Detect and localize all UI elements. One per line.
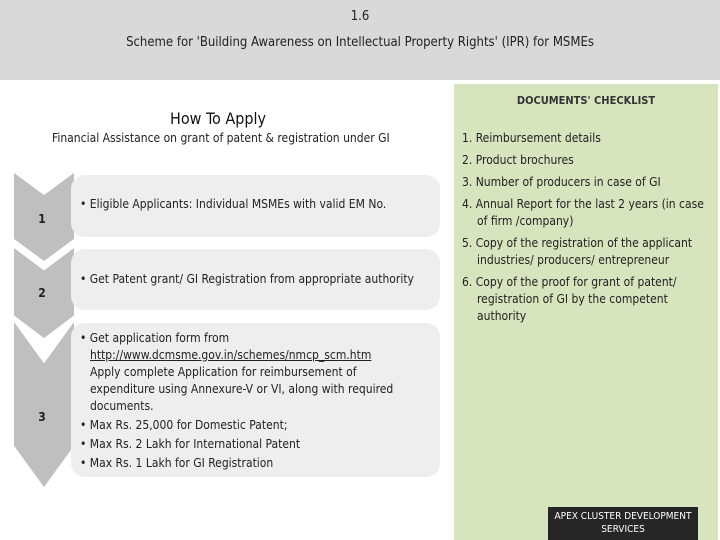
checklist-item: 5. Copy of the registration of the applicant industries/ producers/ entrepreneur <box>462 236 693 267</box>
step-text-2 <box>80 271 430 288</box>
step-3-line-1: • Get application form from <box>80 331 230 345</box>
step-3-line-4: • Max Rs. 25,000 for Domestic Patent; <box>80 418 288 432</box>
checklist-item: 3. Number of producers in case of GI <box>462 175 661 189</box>
checklist-item: 1. Reimbursement details <box>462 131 601 145</box>
step-3-line-6: • Max Rs. 1 Lakh for GI Registration <box>80 456 274 470</box>
footer-badge <box>548 507 698 540</box>
footer-line-1: APEX CLUSTER DEVELOPMENT <box>554 511 692 522</box>
checklist-list <box>462 130 708 330</box>
slide-number: 1.6 <box>350 9 370 24</box>
step-3-line-3: Apply complete Application for reimbursement of expenditure using Annexure-V or VI, along with required documents. <box>90 365 394 413</box>
step-number-3: 3 <box>38 410 46 424</box>
checklist-item: 6. Copy of the proof for grant of patent/ registration of GI by the competent authority <box>462 275 677 323</box>
step-chevron-3 <box>14 322 74 487</box>
step-text-3 <box>80 330 430 472</box>
application-form-link[interactable]: http://www.dcmsme.gov.in/schemes/nmcp_scm.htm <box>90 348 372 362</box>
checklist-item: 4. Annual Report for the last 2 years (in case of firm /company) <box>462 197 704 228</box>
slide-header <box>0 0 720 80</box>
step-2-line: • Get Patent grant/ GI Registration from appropriate authority <box>80 272 414 286</box>
step-3-line-5: • Max Rs. 2 Lakh for International Patent <box>80 437 301 451</box>
footer-line-2: SERVICES <box>601 524 645 535</box>
step-text-1 <box>80 196 430 213</box>
checklist-item: 2. Product brochures <box>462 153 574 167</box>
how-to-apply-subtitle: Financial Assistance on grant of patent & registration under GI <box>52 131 390 145</box>
checklist-title: DOCUMENTS' CHECKLIST <box>516 94 656 107</box>
step-1-line: • Eligible Applicants: Individual MSMEs with valid EM No. <box>80 197 387 211</box>
step-number-2: 2 <box>38 286 46 300</box>
how-to-apply-title: How To Apply <box>170 109 267 128</box>
slide-title: Scheme for 'Building Awareness on Intellectual Property Rights' (IPR) for MSMEs <box>126 35 594 50</box>
step-number-1: 1 <box>38 212 46 226</box>
